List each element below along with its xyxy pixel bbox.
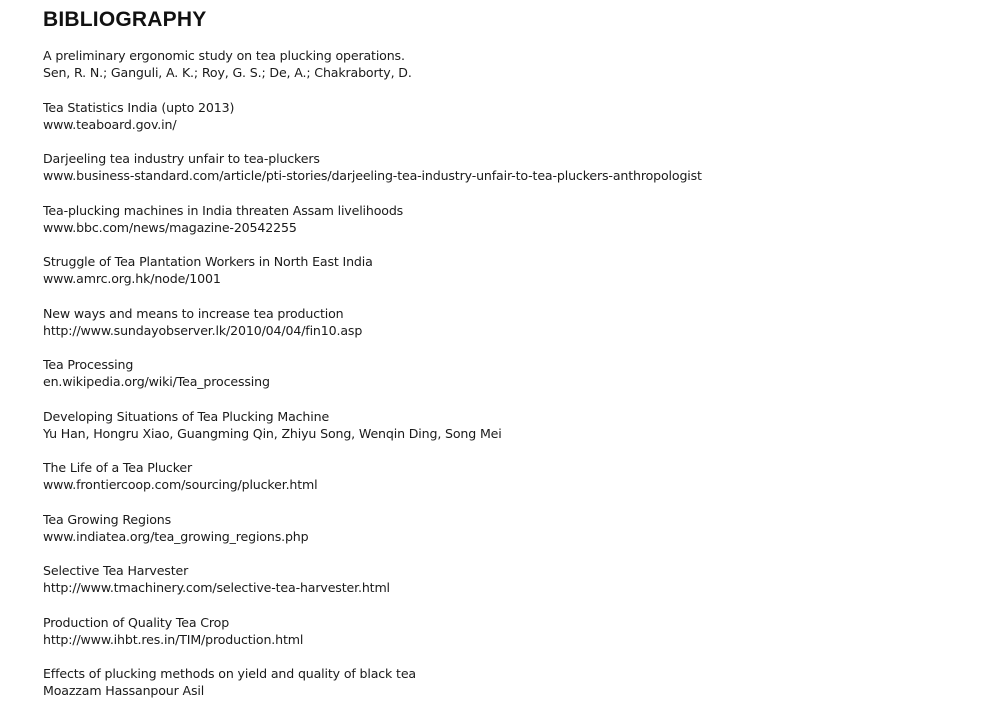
entry-title: Production of Quality Tea Crop [43,614,230,630]
bibliography-entry [43,356,983,408]
entry-title: Selective Tea Harvester [43,563,189,578]
bibliography-list [43,47,983,717]
bibliography-entry [43,202,983,254]
entry-source: www.bbc.com/news/magazine-20542255 [43,219,297,235]
entry-source: en.wikipedia.org/wiki/Tea_processing [43,374,270,389]
bibliography-entry [43,614,983,666]
entry-source: http://www.tmachinery.com/selective-tea-harvester.html [43,580,390,595]
entry-source: www.business-standard.com/article/pti-stories/darjeeling-tea-industry-unfair-to-tea-pluckers-anthropologist [43,168,702,183]
bibliography-entry [43,47,983,99]
entry-source: Moazzam Hassanpour Asil [43,683,205,698]
entry-source: Sen, R. N.; Ganguli, A. K.; Roy, G. S.; De, A.; Chakraborty, D. [43,65,412,80]
bibliography-entry [43,665,983,717]
entry-source: http://www.ihbt.res.in/TIM/production.html [43,631,304,647]
entry-title: New ways and means to increase tea production [43,305,344,321]
entry-title: Tea-plucking machines in India threaten Assam livelihoods [43,202,404,218]
entry-title: Darjeeling tea industry unfair to tea-pluckers [43,151,320,166]
entry-title: The Life of a Tea Plucker [43,460,193,475]
entry-source: Yu Han, Hongru Xiao, Guangming Qin, Zhiyu Song, Wenqin Ding, Song Mei [43,425,502,441]
bibliography-page [43,8,983,717]
bibliography-entry [43,99,983,151]
entry-source: www.teaboard.gov.in/ [43,116,177,132]
entry-title: Struggle of Tea Plantation Workers in North East India [43,254,373,269]
page-title: BIBLIOGRAPHY [43,8,207,31]
bibliography-entry [43,459,983,511]
entry-source: http://www.sundayobserver.lk/2010/04/04/fin10.asp [43,322,363,338]
entry-title: A preliminary ergonomic study on tea plucking operations. [43,48,405,63]
entry-title: Tea Processing [43,357,134,372]
bibliography-entry [43,511,983,563]
entry-title: Effects of plucking methods on yield and quality of black tea [43,666,417,681]
bibliography-entry [43,253,983,305]
entry-title: Developing Situations of Tea Plucking Machine [43,408,330,424]
bibliography-entry [43,408,983,460]
entry-title: Tea Growing Regions [43,511,171,527]
entry-source: www.frontiercoop.com/sourcing/plucker.html [43,477,318,492]
entry-source: www.indiatea.org/tea_growing_regions.php [43,528,309,544]
entry-title: Tea Statistics India (upto 2013) [43,99,235,115]
bibliography-entry [43,305,983,357]
bibliography-entry [43,562,983,614]
bibliography-entry [43,150,983,202]
entry-source: www.amrc.org.hk/node/1001 [43,271,221,286]
